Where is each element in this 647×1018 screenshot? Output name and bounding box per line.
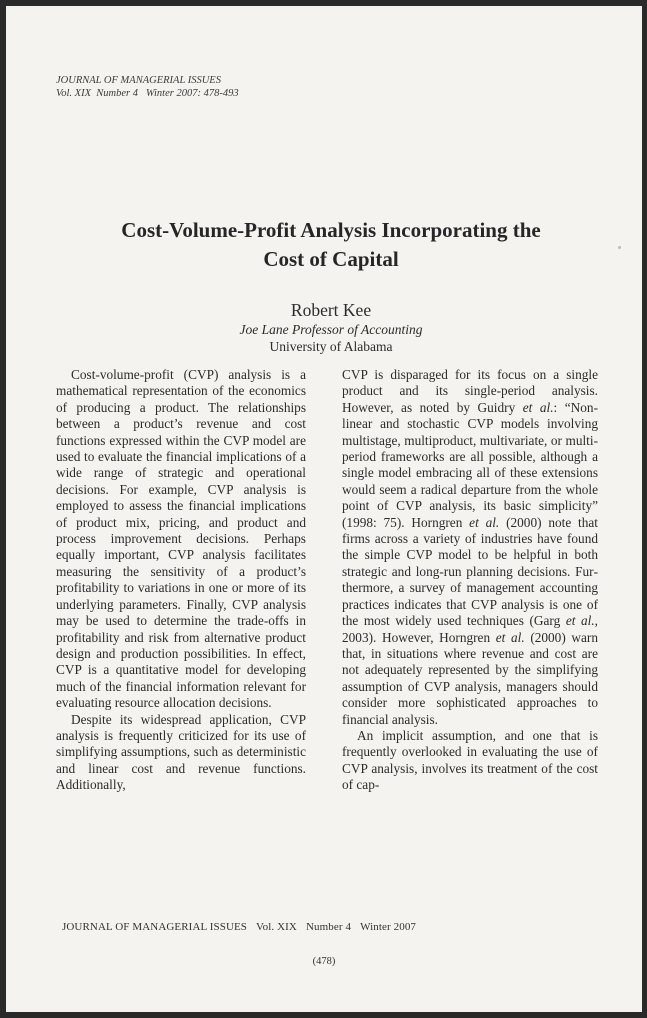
author-name: Robert Kee: [290, 300, 372, 320]
text-run: , 2003). However, Horngren: [342, 613, 598, 645]
text-run-italic: et al.: [495, 629, 525, 645]
footer-volume: Vol. XIX: [256, 921, 297, 933]
article-title-line2: Cost of Capital: [263, 247, 399, 271]
footer-issue: Winter 2007: [360, 921, 417, 933]
running-header-journal: JOURNAL OF MANAGERIAL ISSUES: [56, 75, 221, 86]
article-title: [66, 216, 596, 274]
text-run-italic: et al.: [469, 514, 500, 530]
running-header-citation: [56, 87, 239, 100]
running-header-volume: Vol. XIX: [56, 88, 91, 99]
left-paragraph-1: Cost-volume-profit (CVP) analysis is a mathematical representation of the economics of producing a product. The relationships between a product’s revenue and cost functions expressed within the CVP model are used to evaluate the financial implications of a wide range of strategic and operational decisions. For example, CVP analysis is employed to assess the financial implications of product mix, pricing, and product and process improvement decisions. Perhaps equally important, CVP analysis facilitates measuring the sensitivity of a product’s profitability to variations in one or more of its underlying parameters. Finally, CVP analysis may be used to determine the trade-offs in profitability and risk from alternative product design and production possibilities. In effect, CVP is a quantitative model for developing much of the financial information relevant for evaluating resource allocation decisions.: [56, 367, 306, 711]
author-university: University of Alabama: [269, 339, 393, 354]
text-run-italic: et al.: [522, 399, 554, 415]
footer-number: Number 4: [305, 921, 352, 933]
running-header: [56, 74, 239, 100]
page-footer: [62, 921, 416, 933]
right-paragraph-2: An implicit assumption, and one that is frequently overlooked in evaluating the use of CVP analysis, involves its treatment of the cost of cap-: [342, 727, 598, 793]
text-run: (2000) note that firms across a variety of industries have found the simple CVP model to be helpful in both strategic and long-run planning decisions. Furthermore, a survey of management accounting practices indicates that CVP analysis is one of the most widely used techniques (Garg: [342, 514, 598, 629]
author-affiliation: Joe Lane Professor of Accounting: [239, 322, 423, 337]
journal-page: [6, 6, 642, 1012]
text-run: : “Non-linear and stochastic CVP models involving multistage, multiproduct, multivariate, or multi-period frameworks are all possible, although a single model embracing all of these extensions would seem a radical departure from the whole point of CVP analysis, its basic simplicity” (1998: 75). Horngren: [342, 399, 598, 530]
text-run-italic: et al.: [565, 613, 595, 629]
page-number: (478): [312, 956, 336, 967]
left-paragraph-2: Despite its widespread application, CVP analysis is frequently criticized for its use of simplifying assumptions, such as deterministic and linear cost and revenue functions. Additionally,: [56, 711, 306, 793]
right-paragraph-1: [342, 367, 598, 728]
text-run: CVP is disparaged for its focus on a single product and its single-period analysis. However, as noted by Guidry: [342, 367, 598, 415]
running-header-number: Number 4: [96, 88, 138, 99]
right-column: [342, 367, 598, 794]
article-title-line1: Cost-Volume-Profit Analysis Incorporating the: [121, 218, 541, 242]
left-column: [56, 367, 306, 794]
footer-journal: JOURNAL OF MANAGERIAL ISSUES: [62, 921, 248, 933]
text-run: (2000) warn that, in situations where revenue and cost are not adequately represented by the simplifying assumption of CVP analysis, managers should consider more sophisticated approaches to financial analysis.: [342, 629, 598, 727]
running-header-issue: Winter 2007: 478-493: [145, 88, 239, 99]
scan-speck: [618, 246, 621, 249]
